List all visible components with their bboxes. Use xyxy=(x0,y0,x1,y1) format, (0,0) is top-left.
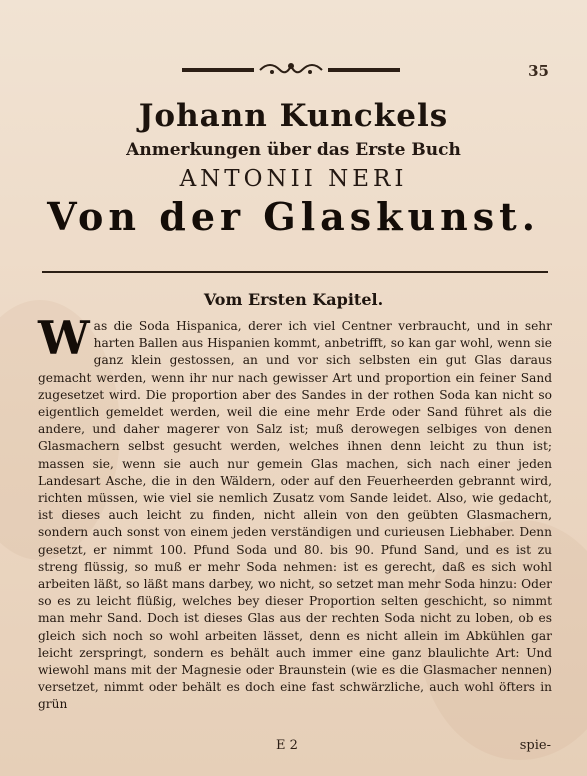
body-line: mehr Soda hinzu: Oder so es zu leicht flüßig, welches bey dieser Proportion selten geschicht, so nimmt man mehr Sand. Doch ist dieses Glas xyxy=(38,577,552,626)
body-line: nur gemein Glas machen, sich nach einer jeden Landesart Asche, die in xyxy=(38,456,552,488)
body-line: den Wäldern, oder auf den Feuerheerden gebrannt wird, richten müssen, wie viel sie nemlich Zusatz vom Sande leidet. Also, wie gedacht, ist xyxy=(38,473,552,523)
body-line: eine mehr Erde oder Sand führet als die andere, und daher magerer von xyxy=(38,405,552,437)
title-subtitle: Anmerkungen über das Erste Buch xyxy=(126,140,461,160)
dropcap: W xyxy=(38,311,90,365)
title-block xyxy=(40,98,547,240)
title-author: Johann Kunckels xyxy=(138,98,449,134)
body-line: Salz ist; muß derowegen selbiges von denen Glasmachern selbst gesucht xyxy=(38,422,552,454)
page-number: 35 xyxy=(528,62,549,80)
body-text xyxy=(38,311,553,714)
floral-ornament-icon xyxy=(182,60,400,80)
body-line: werden, welches ihnen denn leicht zu thun ist; massen sie, wenn sie auch xyxy=(38,439,553,471)
body-line: und es ist zu streng flüssig, so muß er mehr Soda nehmen: ist es gerecht, xyxy=(38,542,552,574)
body-line: dieses auch leicht zu finden, nicht allein von den geübten Glasmachern, xyxy=(61,508,552,523)
body-line: sehr harten Ballen aus Hispanien kommt, anbetrifft, so kan gar xyxy=(93,319,552,351)
body-line: es behält auch immer eine ganz blaulichte Art: Und wiewohl mans mit xyxy=(38,645,552,678)
chapter-heading: Vom Ersten Kapitel. xyxy=(203,290,384,309)
ornament-header xyxy=(182,60,400,80)
body-line: daß es sich wohl arbeiten läßt, so läßt mans darbey, wo nicht, so setzet man xyxy=(38,559,552,592)
catchword: spie- xyxy=(519,738,551,753)
body-line: der Magnesie oder Braunstein (wie es die Glasmacher nennen) versetzet, xyxy=(38,663,552,695)
body-line: nimmt oder behält es doch eine fast schwärzliche, auch wohl öfters in grün xyxy=(38,680,552,712)
horizontal-rule xyxy=(42,271,548,273)
body-line: daraus gemacht werden, wenn ihr nur nach gewisser Art und proportion ein feiner Sand zugesetzet wird. Die proportion aber des Sandes in der rothen Soda kan nicht so eigentlich gemeldet werden, weil die xyxy=(38,353,552,420)
body-line: sondern auch sonst von einem jeden verständigen und curieusen Liebhaber. xyxy=(38,525,520,540)
body-line: as die Soda Hispanica, derer ich viel Centner verbraucht, und in xyxy=(93,319,525,333)
title-work: Von der Glaskunst. xyxy=(47,194,540,239)
body-line: aus der rechten Soda nicht zu loben, ob es gleich sich noch so wohl arbeiten lässet, denn es nicht allein im Abkühlen gar leicht zerspringt, sondern xyxy=(38,611,552,660)
title-latin-name: ANTONII NERI xyxy=(179,166,408,192)
signature-mark: E 2 xyxy=(276,738,298,753)
body-line: Denn gesetzt, er nimmt 100. Pfund Soda und 80. bis 90. Pfund Sand, xyxy=(38,525,552,557)
body-line: wohl, wenn sie ganz klein gestossen, an und vor sich selbsten ein gut Glas xyxy=(93,336,552,368)
